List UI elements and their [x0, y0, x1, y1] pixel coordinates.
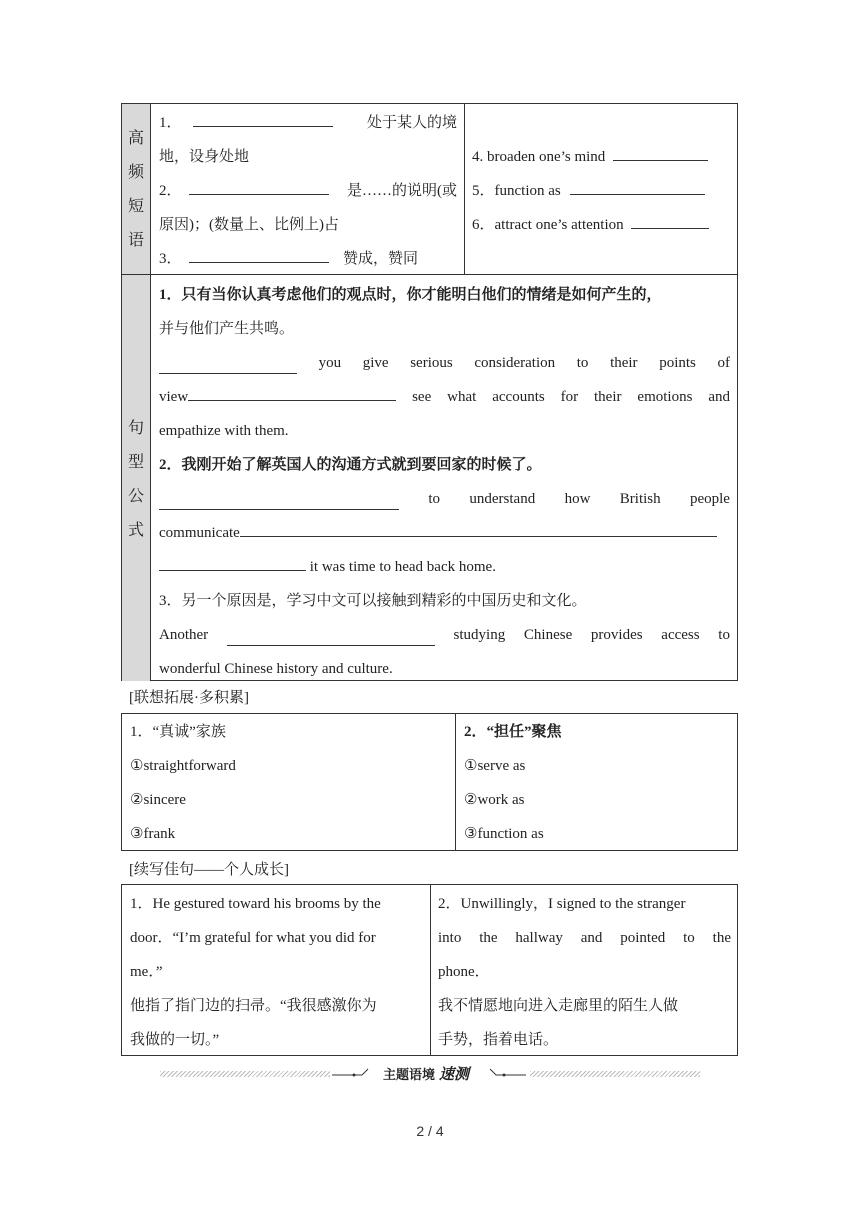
answer-blank[interactable] [188, 385, 396, 401]
section-label-phrases: 高 频 短 语 [122, 104, 151, 274]
banner-hatch-right [530, 1071, 700, 1077]
extension-col-serve: 2．“担任”聚焦 ①serve as ②work as ③function as [464, 724, 562, 842]
answer-blank[interactable] [227, 630, 435, 646]
topic-context-banner [160, 1063, 700, 1083]
sentence-3-line-1: Another studying Chinese provides access to [159, 618, 730, 652]
phrases-sentences-table [121, 103, 738, 681]
writing-sentences-table [121, 884, 738, 1056]
answer-blank[interactable] [613, 145, 708, 161]
phrase-5: 5．function as [472, 174, 705, 208]
phrase-3: 3． 赞成，赞同 [159, 242, 418, 276]
answer-blank[interactable] [189, 179, 329, 195]
extension-table [121, 713, 738, 851]
answer-blank[interactable] [240, 521, 717, 537]
sentence-2-line-1: to understand how British people [159, 482, 730, 516]
banner-title: 主题语境 速测 [382, 1065, 470, 1083]
answer-blank[interactable] [193, 111, 333, 127]
answer-blank[interactable] [159, 358, 297, 374]
banner-ornament-left-icon [332, 1065, 372, 1081]
sentence-2-line-3: it was time to head back home. [159, 550, 496, 584]
answer-blank[interactable] [631, 213, 709, 229]
writing-col-2-line-2: into the hallway and pointed to the [438, 930, 731, 946]
banner-hatch-left [160, 1071, 330, 1077]
section-title-extension: [联想拓展·多积累] [129, 690, 249, 706]
phrases-right-column [465, 104, 737, 274]
extension-col-sincere: 1．“真诚”家族 ①straightforward ②sincere ③frank [122, 714, 456, 850]
writing-col-2: 2．Unwillingly，I signed to the stranger into the hallway and pointed to the phone． 我不情愿地向进入走廊里的陌生人做 手势，指着电话。 [438, 896, 731, 1048]
answer-blank[interactable] [189, 247, 329, 263]
section-title-writing: [续写佳句——个人成长] [129, 862, 289, 878]
phrase-4: 4. broaden one’s mind [472, 140, 708, 174]
answer-blank[interactable] [159, 494, 399, 510]
section-label-sentences: 句 型 公 式 [122, 274, 151, 681]
sentence-1-line-2: view see what accounts for their emotions and [159, 380, 730, 414]
sentence-patterns: 1．只有当你认真考虑他们的观点时，你才能明白他们的情绪是如何产生的， 并与他们产生共鸣。 you give serious consideration to their points of view see what accounts for their emotions and empathize with them. 2．我刚开始了解英国人的沟通方式就到要回家的时候了。 to understand how British people communicate it was time to head back home. 3．另一个原因是，学习中文可以接触到精彩的中国历史和文化。 Another studying Chinese provides access to wonderful Chinese history and culture. [151, 274, 737, 681]
phrase-2: 2． 是……的说明(或 [159, 174, 457, 208]
page-number: 2 / 4 [416, 1123, 444, 1139]
answer-blank[interactable] [570, 179, 705, 195]
answer-blank[interactable] [159, 555, 306, 571]
sentence-2-line-2: communicate [159, 516, 717, 550]
sentence-1-line-1: you give serious consideration to their points of [159, 346, 730, 380]
phrase-6: 6．attract one’s attention [472, 208, 709, 242]
phrase-1: 1． 处于某人的境 [159, 106, 457, 140]
phrases-left-column: 1． 处于某人的境 地，设身处地 2． 是……的说明(或 原因)；(数量上、比例上)占 3． 赞成，赞同 [151, 104, 465, 274]
banner-ornament-right-icon [486, 1065, 526, 1081]
writing-col-1: 1．He gestured toward his brooms by the door．“I’m grateful for what you did for me．” 他指了指门边的扫帚。“我很感激你为 我做的一切。” [122, 885, 431, 1055]
